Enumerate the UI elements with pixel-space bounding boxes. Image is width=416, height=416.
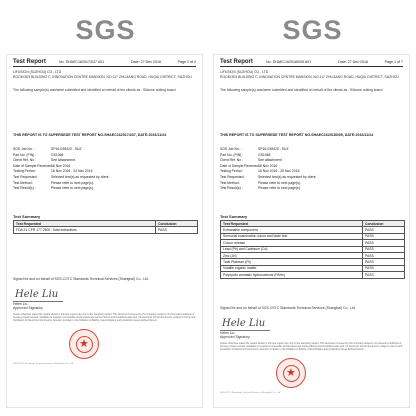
test-requested-cell: Lead (Pb) and Cadmium (Cd)	[221, 246, 363, 252]
summary-title: Test Summary	[13, 214, 41, 219]
field-label: SGS Job No. :	[220, 147, 242, 151]
signer-block	[220, 331, 250, 340]
sgs-logo-text: SGS	[75, 15, 136, 45]
table-row	[14, 227, 198, 233]
report-date: Date: 27 Dec 2016	[131, 60, 161, 64]
test-requested-cell: Extractable component	[221, 227, 363, 233]
signed-for: Signed for and on behalf of SGS-CSTC Standards Technical Services (Shanghai) Co., Ltd.	[13, 277, 149, 281]
test-report-page	[213, 15, 410, 408]
field-label: Test Requested :	[220, 174, 246, 179]
field-value: Please refer to next page(s).	[258, 186, 301, 191]
field-value: Please refer to next page(s).	[258, 180, 301, 185]
field-label: Date of Sample Received :	[13, 163, 54, 168]
field-value: See attachment	[258, 158, 282, 163]
field-value: Selected test(s) as requested by client.	[51, 174, 110, 179]
field-label: Test Result(s) :	[13, 186, 36, 191]
field-label: Part No. (PIN) :	[13, 152, 37, 157]
signer-block	[13, 302, 43, 311]
field-value: Selected test(s) as requested by client.	[258, 174, 317, 179]
field-value: 16 Nov 2016 - 24 Nov 2016	[51, 169, 93, 174]
signature: Hele Liu	[222, 317, 266, 329]
test-requested-cell: Total Platinum (Pt)	[221, 259, 363, 265]
test-requested-cell: Zinc (Zn)	[221, 252, 363, 258]
field-value: 16 Nov 2016	[258, 163, 278, 168]
field-label: Test Method :	[220, 180, 241, 185]
field-value: SP16-038420 - SUZ	[258, 147, 289, 151]
report-number: No. SHAEC1625174/37 A01	[59, 60, 105, 64]
client-address-block	[220, 70, 403, 79]
field-label: Testing Period :	[220, 169, 244, 174]
field-label: Client Ref. No :	[220, 158, 243, 163]
field-value: Please refer to next page(s).	[51, 186, 94, 191]
conclusion-cell: PASS	[363, 240, 405, 246]
field-value: SP16-038420 - SUZ	[51, 147, 82, 151]
conclusion-cell: PASS	[363, 259, 405, 265]
report-title: Test Report	[13, 59, 46, 65]
field-row	[220, 186, 403, 192]
header-conclusion: Conclusion	[363, 221, 405, 227]
official-seal-icon	[69, 329, 99, 359]
report-fields	[220, 147, 403, 192]
footer-company: SGS-CSTC Standards Technical Services (Shanghai) Co., Ltd.	[220, 391, 281, 394]
field-label: Date of Sample Received :	[220, 163, 261, 168]
summary-table	[13, 220, 198, 234]
signature: Hele Liu	[15, 289, 59, 300]
seal-star-icon: ★	[79, 338, 89, 350]
sample-note: The following sample(s) was/were submitted and identified on behalf of the clients as : Silicone cutting board	[220, 88, 383, 92]
field-label: Client Ref. No :	[13, 158, 36, 163]
fine-print: Unless otherwise stated the results shown in this test report refer only to the sample(s) tested. This document is issued by the Company subject to its General Conditions of Service printed overleaf, available on request or accessible at http://www.sgs.com/en/Terms-and-Conditions.aspx and, for electronic format documents, subject to Terms and Conditions for Electronic Documents. Attention is drawn to the limitation of liability, indemnification and jurisdiction issues defined therein.	[220, 341, 403, 351]
field-value: 16 Nov 2016	[51, 163, 71, 168]
company-address: ROOM 503 BUILDING C, INNOVATION CENTRE MANSION, NO.117 ZHUJIANG ROAD, HUQIU DISTRICT, SUZHOU	[13, 74, 192, 79]
report-number: No. SHAEC1625180/05 A01	[266, 60, 312, 64]
field-label: Test Method :	[13, 180, 34, 185]
header-test-requested: Test Requested	[14, 221, 156, 227]
official-seal-icon	[276, 358, 306, 388]
seal-star-icon: ★	[286, 366, 296, 379]
header-test-requested: Test Requested	[221, 221, 363, 227]
test-requested-cell: Volatile organic matter	[221, 265, 363, 271]
field-value: Please refer to next page(s).	[51, 180, 94, 185]
field-value: GS1068	[258, 152, 271, 157]
sgs-logo	[7, 11, 204, 51]
supersede-notice: THIS REPORT IS TO SUPERSEDE TEST REPORT NO.SHAEC1625180/05, DATE:2016/11/24	[220, 133, 374, 137]
page-number: Page 1 of 4	[177, 60, 196, 64]
footer-company: SGS-CSTC Standards Technical Services (Shanghai) Co., Ltd.	[13, 363, 74, 365]
signer-title: Approved Signatory	[13, 306, 43, 311]
sgs-logo-text: SGS	[282, 15, 343, 45]
summary-title: Test Summary	[220, 214, 248, 219]
conclusion-cell: PASS	[363, 227, 405, 233]
company-name: LIFUSION (SUZHOU) CO., LTD	[13, 70, 62, 74]
header-conclusion: Conclusion	[156, 221, 198, 227]
test-report-page	[6, 15, 203, 408]
company-name: LIFUSION (SUZHOU) CO., LTD	[220, 70, 269, 74]
signed-for: Signed for and on behalf of SGS-CSTC Standards Technical Services (Shanghai) Co., Ltd.	[220, 305, 356, 310]
header-divider	[220, 66, 403, 67]
conclusion-cell: PASS	[363, 246, 405, 252]
header-divider	[13, 66, 196, 67]
sample-note: The following sample(s) was/were submitted and identified on behalf of the clients as : Silicone cutting board	[13, 88, 176, 92]
test-requested-cell: Colour release	[221, 240, 363, 246]
conclusion-cell: PASS	[363, 272, 405, 278]
page-number: Page 1 of 7	[384, 60, 403, 64]
conclusion-cell: PASS	[363, 233, 405, 239]
field-label: Testing Period :	[13, 169, 37, 174]
supersede-notice: THIS REPORT IS TO SUPERSEDE TEST REPORT NO.SHAEC1625174/37, DATE:2016/11/24	[13, 133, 167, 137]
conclusion-cell: PASS	[363, 252, 405, 258]
signer-title: Approved Signatory	[220, 335, 250, 339]
test-requested-cell: Sensorial examination odour and taste test	[221, 233, 363, 239]
summary-table	[220, 220, 405, 279]
sgs-logo	[214, 11, 411, 51]
field-label: Test Requested :	[13, 174, 39, 179]
field-value: GS1068	[51, 152, 64, 157]
test-requested-cell: FDA 21 CFR 177.2600 -Total extractives	[14, 227, 156, 233]
field-value: 16 Nov 2016 - 25 Nov 2016	[258, 169, 300, 174]
conclusion-cell: PASS	[363, 265, 405, 271]
test-requested-cell: Polycyclic aromatic hydrocarbons (PAHs)	[221, 272, 363, 278]
fine-print: Unless otherwise stated the results shown in this test report refer only to the sample(s) tested. This document is issued by the Company subject to its General Conditions of Service printed overleaf, available on request or accessible at http://www.sgs.com/en/Terms-and-Conditions.aspx and, for electronic format documents, subject to Terms and Conditions for Electronic Documents. Attention is drawn to the limitation of liability, indemnification and jurisdiction issues defined therein.	[13, 313, 196, 323]
company-address: ROOM 503 BUILDING C, INNOVATION CENTRE MANSION, NO.117 ZHUJIANG ROAD, HUQIU DISTRICT, SUZHOU	[220, 74, 399, 79]
field-row	[13, 186, 196, 192]
field-label: Test Result(s) :	[220, 186, 243, 191]
signer-name: Helen Liu	[220, 330, 235, 335]
client-address-block	[13, 70, 196, 79]
conclusion-cell: PASS	[156, 227, 198, 233]
report-title: Test Report	[220, 59, 253, 65]
field-label: Part No. (PIN) :	[220, 152, 244, 157]
report-fields	[13, 147, 196, 192]
table-row	[221, 272, 405, 278]
signer-name: Helen Liu	[13, 302, 28, 306]
field-value: See Attachment	[51, 158, 75, 163]
field-label: SGS Job No. :	[13, 147, 35, 151]
report-date: Date: 27 Dec 2016	[338, 60, 368, 64]
